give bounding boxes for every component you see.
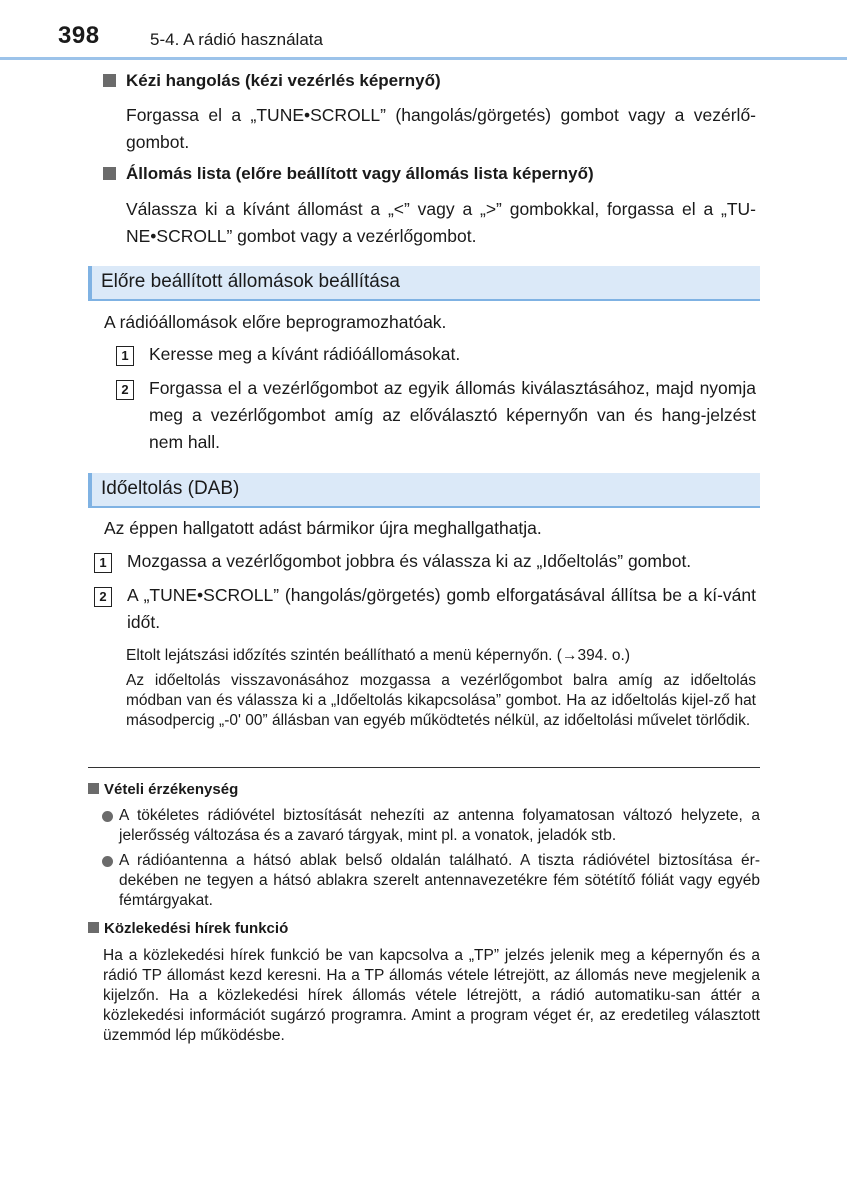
station-list-heading: Állomás lista (előre beállított vagy állomás lista képernyő) (103, 164, 594, 184)
timeshift-intro: Az éppen hallgatott adást bármikor újra meghallgathatja. (104, 518, 542, 538)
timeshift-note-2: Az időeltolás visszavonásához mozgassa a vezérlőgombot balra amíg az időeltolás módban van és válassza ki a „Időeltolás kikapcsolása” gombot. Ha az időeltolás kijel-ző hat másodpercig „-0' 00” állásban van egyéb működtetés nélkül, az időeltolási művelet törlődik. (126, 672, 756, 729)
reception-bullet-2: A rádióantenna a hátsó ablak belső oldalán található. A tiszta rádióvétel biztosítása ér-dekében ne tegyen a hátsó ablakra szerelt antennavezetékre fém sötétítő fóliát vagy egyéb fémtárgyakat. (103, 851, 760, 911)
preset-intro: A rádióállomások előre beprogramozhatóak. (104, 312, 447, 332)
page-header (0, 0, 847, 60)
timeshift-section-band (88, 473, 760, 508)
step-number-badge: 1 (94, 553, 112, 573)
reception-bullet-1: A tökéletes rádióvétel biztosítását nehezíti az antenna folyamatosan változó helyzete, a jelerősség változása és a zavaró tárgyak, mint pl. a vonatok, jeladók stb. (103, 806, 760, 846)
step-number-badge: 2 (116, 380, 134, 400)
page-number: 398 (58, 22, 100, 49)
timeshift-section-title: Időeltolás (DAB) (101, 478, 240, 499)
square-bullet-icon (103, 74, 116, 87)
round-bullet-icon (102, 856, 113, 867)
traffic-text: Ha a közlekedési hírek funkció be van kapcsolva a „TP” jelzés jelenik meg a képernyőn és a rádió TP állomást kezd keresni. Ha a TP állomás vétele létrejött, az állomás neve megjelenik a kijelzőn. Ha a közlekedési hírek állomás vétele létrejött, a rádió automatiku-san áttér a közlekedési információt sugárzó programra. Amint a program véget ér, az eredetileg választott üzemmód lép működésbe. (103, 947, 760, 1044)
manual-tuning-text: Forgassa el a „TUNE•SCROLL” (hangolás/görgetés) gombot vagy a vezérlő-gombot. (126, 105, 756, 152)
station-list-text: Válassza ki a kívánt állomást a „<” vagy a „>” gombokkal, forgassa el a „TU-NE•SCROLL” gombot vagy a vezérlőgombot. (126, 199, 756, 246)
preset-step-2: Forgassa el a vezérlőgombot az egyik állomás kiválasztásához, majd nyomja meg a vezérlőgombot amíg az előválasztó képernyőn van és hang-jelzést nem hall. (149, 378, 756, 452)
preset-section-band (88, 266, 760, 301)
square-bullet-icon (103, 167, 116, 180)
preset-step-1: Keresse meg a kívánt rádióállomásokat. (149, 344, 461, 364)
round-bullet-icon (102, 811, 113, 822)
band-accent (88, 266, 92, 299)
section-title: 5-4. A rádió használata (150, 30, 323, 49)
timeshift-step-1: Mozgassa a vezérlőgombot jobbra és válassza ki az „Időeltolás” gombot. (127, 551, 692, 571)
square-bullet-icon (88, 922, 99, 933)
traffic-heading: Közlekedési hírek funkció (88, 920, 288, 937)
timeshift-step-2: A „TUNE•SCROLL” (hangolás/görgetés) gomb elforgatásával állítsa be a kí-vánt időt. (127, 585, 756, 632)
step-number-badge: 1 (116, 346, 134, 366)
step-number-badge: 2 (94, 587, 112, 607)
preset-section-title: Előre beállított állomások beállítása (101, 271, 400, 292)
section-divider (88, 767, 760, 768)
timeshift-note-1: Eltolt lejátszási időzítés szintén beállítható a menü képernyőn. (→394. o.) (126, 647, 631, 664)
square-bullet-icon (88, 783, 99, 794)
manual-tuning-heading: Kézi hangolás (kézi vezérlés képernyő) (103, 71, 441, 91)
header-rule (0, 57, 847, 60)
reception-heading: Vételi érzékenység (88, 781, 238, 798)
band-accent (88, 473, 92, 506)
